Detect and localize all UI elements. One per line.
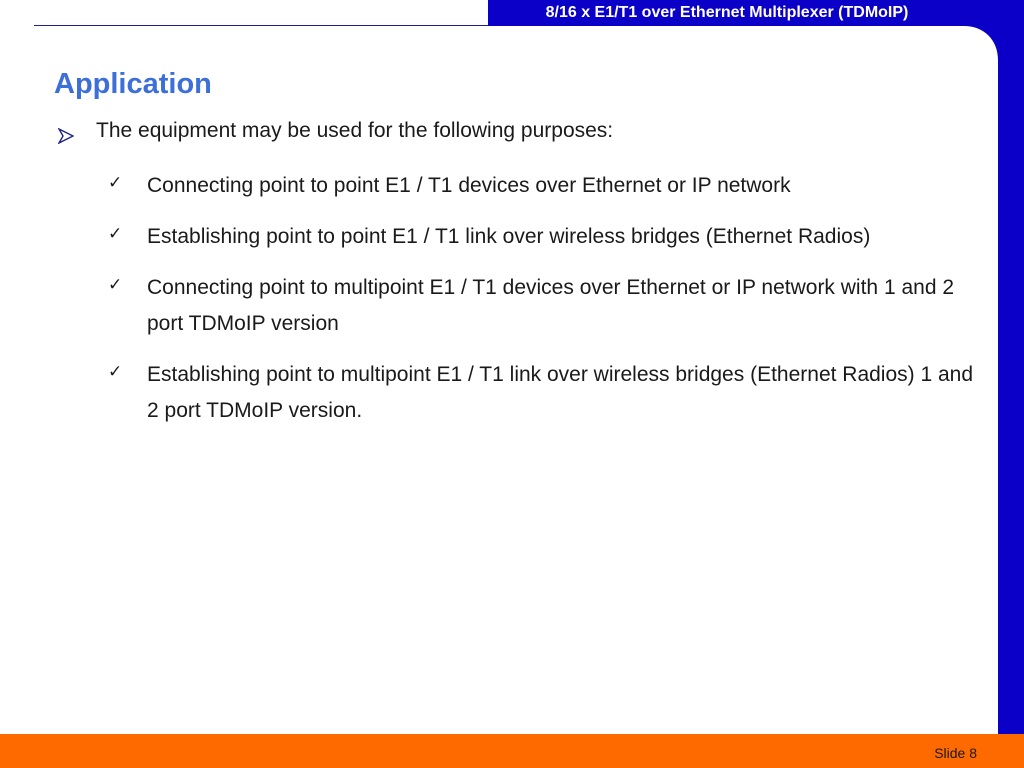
list-item (108, 270, 988, 342)
list-item (108, 357, 988, 429)
header-title: 8/16 x E1/T1 over Ethernet Multiplexer (TDMoIP) (545, 4, 909, 21)
bullet-list (108, 168, 988, 444)
list-item-text: Establishing point to multipoint E1 / T1 link over wireless bridges (Ethernet Radios) 1 and 2 port TDMoIP version. (147, 363, 974, 422)
slide-number: Slide 8 (934, 745, 977, 761)
list-item (108, 219, 988, 255)
checkmark-icon: ✓ (108, 362, 123, 382)
intro-text: The equipment may be used for the following purposes: (96, 119, 614, 142)
checkmark-icon: ✓ (108, 275, 123, 295)
right-accent-bar (998, 0, 1024, 734)
checkmark-icon: ✓ (108, 173, 123, 193)
list-item-text: Establishing point to point E1 / T1 link over wireless bridges (Ethernet Radios) (147, 225, 871, 248)
list-item-text: Connecting point to point E1 / T1 devices over Ethernet or IP network (147, 174, 791, 197)
list-item (108, 168, 988, 204)
arrow-bullet-icon (58, 123, 74, 139)
footer-bar (0, 734, 1024, 768)
list-item-text: Connecting point to multipoint E1 / T1 devices over Ethernet or IP network with 1 and 2 port TDMoIP version (147, 276, 955, 335)
checkmark-icon: ✓ (108, 224, 123, 244)
page-title: Application (54, 68, 212, 100)
